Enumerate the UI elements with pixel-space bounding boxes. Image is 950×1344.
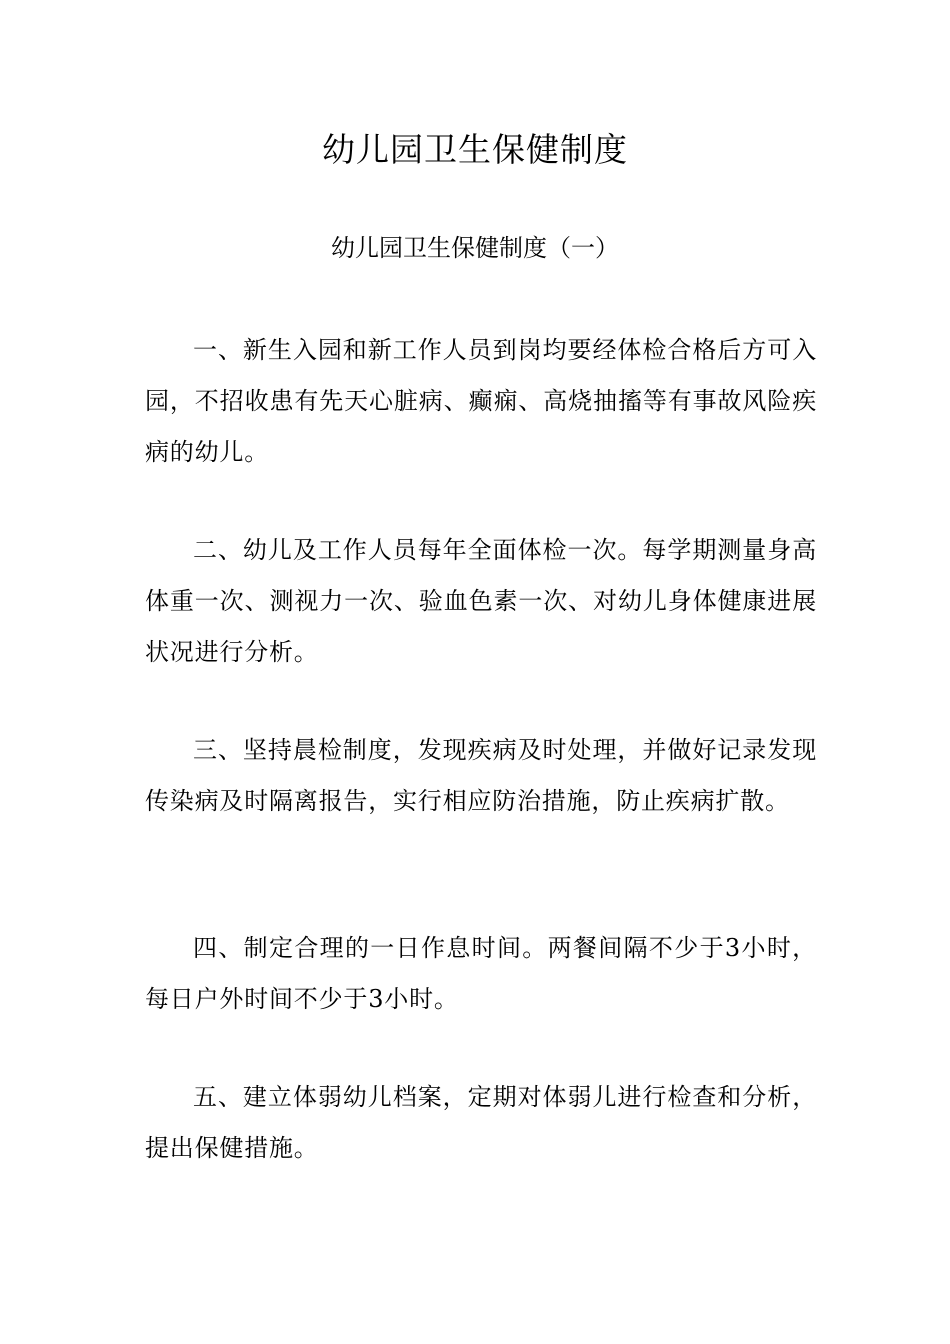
paragraph-5: 五、建立体弱幼儿档案，定期对体弱儿进行检查和分析，提出保健措施。	[145, 1083, 817, 1162]
paragraph-2: 二、幼儿及工作人员每年全面体检一次。每学期测量身高体重一次、测视力一次、验血色素一次、对幼儿身体健康进展状况进行分析。	[145, 536, 817, 666]
document-subtitle: 幼儿园卫生保健制度（一）	[331, 234, 619, 262]
paragraph-1: 一、新生入园和新工作人员到岗均要经体检合格后方可入园，不招收患有先天心脏病、癫痫、高烧抽搐等有事故风险疾病的幼儿。	[145, 336, 817, 466]
document-title: 幼儿园卫生保健制度	[322, 130, 628, 169]
paragraph-4: 四、制定合理的一日作息时间。两餐间隔不少于3小时，每日户外时间不少于3小时。	[145, 934, 817, 1013]
paragraph-3: 三、坚持晨检制度，发现疾病及时处理，并做好记录发现传染病及时隔离报告，实行相应防治措施，防止疾病扩散。	[145, 736, 817, 815]
